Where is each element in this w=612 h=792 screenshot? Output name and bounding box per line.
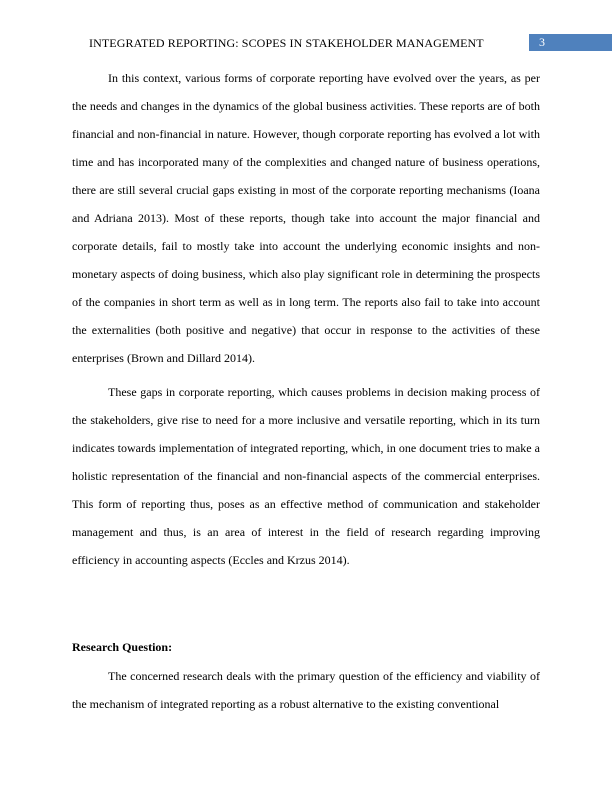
page-number-box (529, 34, 612, 51)
section-heading: Research Question: (72, 640, 173, 654)
body-paragraph-3: The concerned research deals with the primary question of the efficiency and viability of the mechanism of integrated reporting as a robust alternative to the existing conventional (72, 669, 540, 711)
body-paragraph-2: These gaps in corporate reporting, which causes problems in decision making process of the stakeholders, give rise to need for a more inclusive and versatile reporting, which in its turn indicates towards implementation of integrated reporting, which, in one document tries to make a holistic representation of the financial and non-financial aspects of the commercial enterprises. This form of reporting thus, poses as an effective method of communication and stakeholder management and thus, is an area of interest in the field of research regarding improving efficiency in accounting aspects (Eccles and Krzus 2014). (72, 385, 540, 567)
body-paragraph-1: In this context, various forms of corporate reporting have evolved over the years, as per the needs and changes in the dynamics of the global business activities. These reports are of both financial and non-financial in nature. However, though corporate reporting has evolved a lot with time and has incorporated many of the complexities and changed nature of business operations, there are still several crucial gaps existing in most of the corporate reporting mechanisms (Ioana and Adriana 2013). Most of these reports, though take into account the major financial and corporate details, fail to mostly take into account the underlying economic insights and non-monetary aspects of doing business, which also play significant role in determining the prospects of the companies in short term as well as in long term. The reports also fail to take into account the externalities (both positive and negative) that occur in response to the activities of these enterprises (Brown and Dillard 2014). (72, 71, 540, 365)
page-number: 3 (539, 35, 545, 49)
running-head: INTEGRATED REPORTING: SCOPES IN STAKEHOLDER MANAGEMENT (89, 36, 484, 50)
page-header (0, 34, 612, 52)
